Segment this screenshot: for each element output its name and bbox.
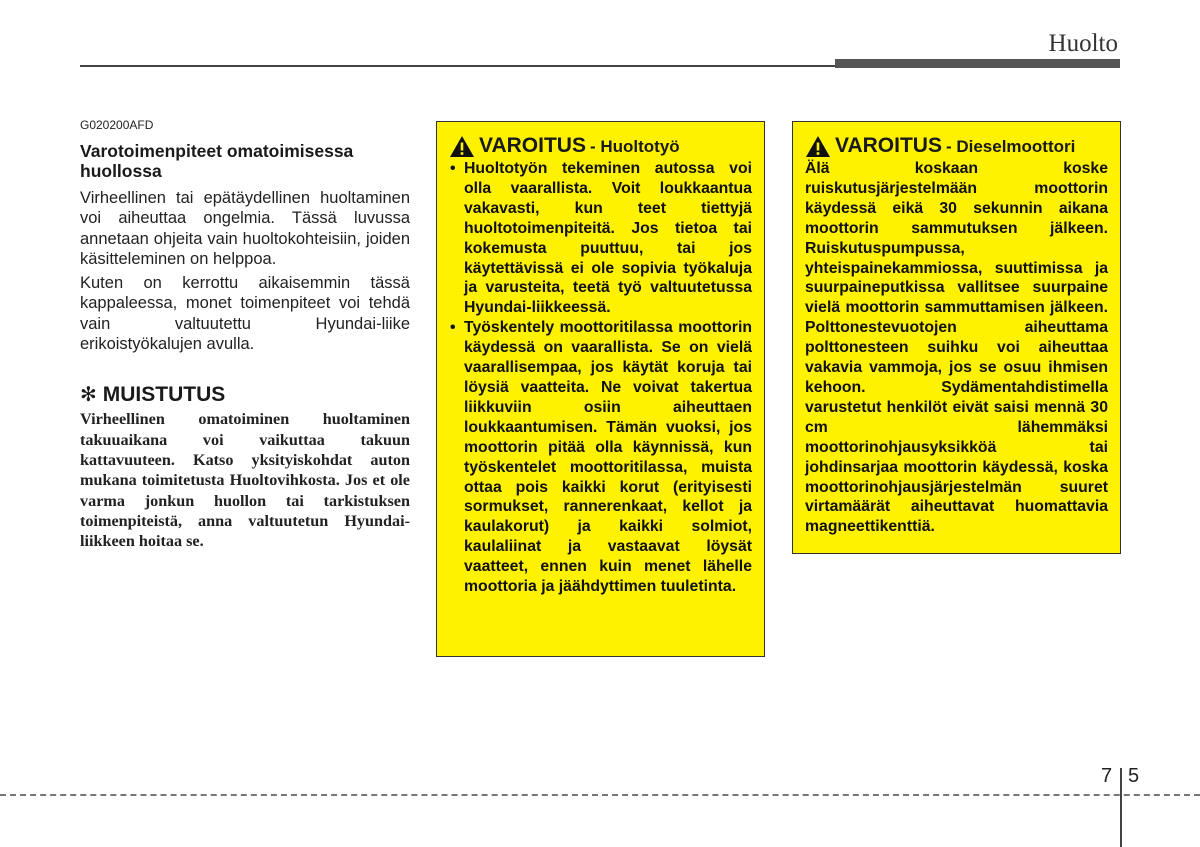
page-number: 5	[1128, 765, 1140, 787]
warning-subtitle: - Dieselmoottori	[945, 137, 1076, 156]
warning-triangle-icon	[805, 135, 831, 158]
header-rule	[80, 65, 840, 67]
header-title: Huolto	[1048, 30, 1118, 57]
warning-word: VAROITUS	[479, 134, 586, 157]
warning-item: • Työskentely moottoritilassa moottorin käydessä on vaarallista. Se on vielä vaarallisempaa, jos käytät koruja tai löysiä vaatteita. Ne voivat takertua liikkuviin osiin aiheuttaen loukkaantumisen. Tämän vuoksi, jos moottorin pitää olla käynnissä, kun työskentelet moottoritilassa, muista ottaa pois kaikki korut (erityisesti sormukset, rannerenkaat, kellot ja kaulakorut) ja kaikki solmiot, kaulaliinat ja vastaavat löysät vaatteet, ennen kuin menet lähelle moottoria ja jäähdyttimen tuuletinta.	[449, 318, 752, 597]
warning-box-diesel	[792, 121, 1121, 554]
section-heading: Varotoimenpiteet omatoimisessa huollossa	[80, 141, 354, 181]
section-code: G020200AFD	[80, 118, 154, 132]
warning-triangle-icon	[449, 135, 475, 158]
note-title-label: MUISTUTUS	[102, 382, 226, 406]
warning-title	[805, 134, 1108, 158]
chapter-number: 7	[1101, 765, 1113, 787]
note-text: Virheellinen omatoiminen huoltaminen takuuaikana voi vaikuttaa takuun kattavuuteen. Katso yksityiskohdat auton mukana toimitetusta Huoltovihkosta. Jos et ole varma jonkun huollon tai tarkistuksen toimenpiteistä, anna valtuutetun Hyundai-liikkeen hoitaa se.	[80, 410, 410, 551]
warning-body: Älä koskaan koske ruiskutusjärjestelmään moottorin käydessä eikä 30 sekunnin aikana moottorin sammutuksen jälkeen. Ruiskutuspumpussa, yhteispainekammiossa, suuttimissa ja suurpaineputkissa vallitsee suurpaine vielä moottorin sammuttamisen jälkeen. Polttonestevuotojen aiheuttama polttonesteen suihku voi aiheuttaa vakavia vammoja, jos se osuu ihmisen kehoon. Sydämentahdistimella varustetut henkilöt eivät saisi mennä 30 cm lähemmäksi moottorinohjausyksikköä tai johdinsarjaa moottorin käydessä, koska moottorinohjausjärjestelmän suuret virtamäärät aiheuttavat huomattavia magneettikenttiä.	[805, 160, 1108, 536]
warning-subtitle: - Huoltotyö	[589, 137, 680, 156]
note-asterisk-icon: ✻	[80, 384, 97, 407]
warning-list	[449, 159, 752, 597]
warning-box-maintenance	[436, 121, 765, 657]
warning-item: • Huoltotyön tekeminen autossa voi olla vaarallista. Voit loukkaantua vakavasti, kun teet tiettyjä huoltotoimenpiteitä. Jos tietoa tai kokemusta puuttuu, tai jos käytettävissä ei ole sopivia työkaluja ja varusteita, teetä työ valtuutetussa Hyundai-liikkeessä.	[449, 159, 752, 318]
warning-word: VAROITUS	[835, 134, 942, 157]
warning-title	[449, 134, 752, 158]
footer-dashed-rule	[0, 794, 1200, 796]
left-column	[80, 118, 410, 551]
paragraph: Virheellinen tai epätäydellinen huoltaminen voi aiheuttaa ongelmia. Tässä luvussa annetaan ohjeita vain huoltokohteisiin, joiden käsitteleminen on helppoa.	[80, 189, 410, 268]
paragraph: Kuten on kerrottu aikaisemmin tässä kappaleessa, monet toimenpiteet voi tehdä vain valtuutettu Hyundai-liike erikoistyökalujen avulla.	[80, 274, 410, 354]
note-title	[80, 382, 410, 407]
footer-divider	[1120, 768, 1122, 847]
header-rule-accent	[835, 59, 1120, 68]
